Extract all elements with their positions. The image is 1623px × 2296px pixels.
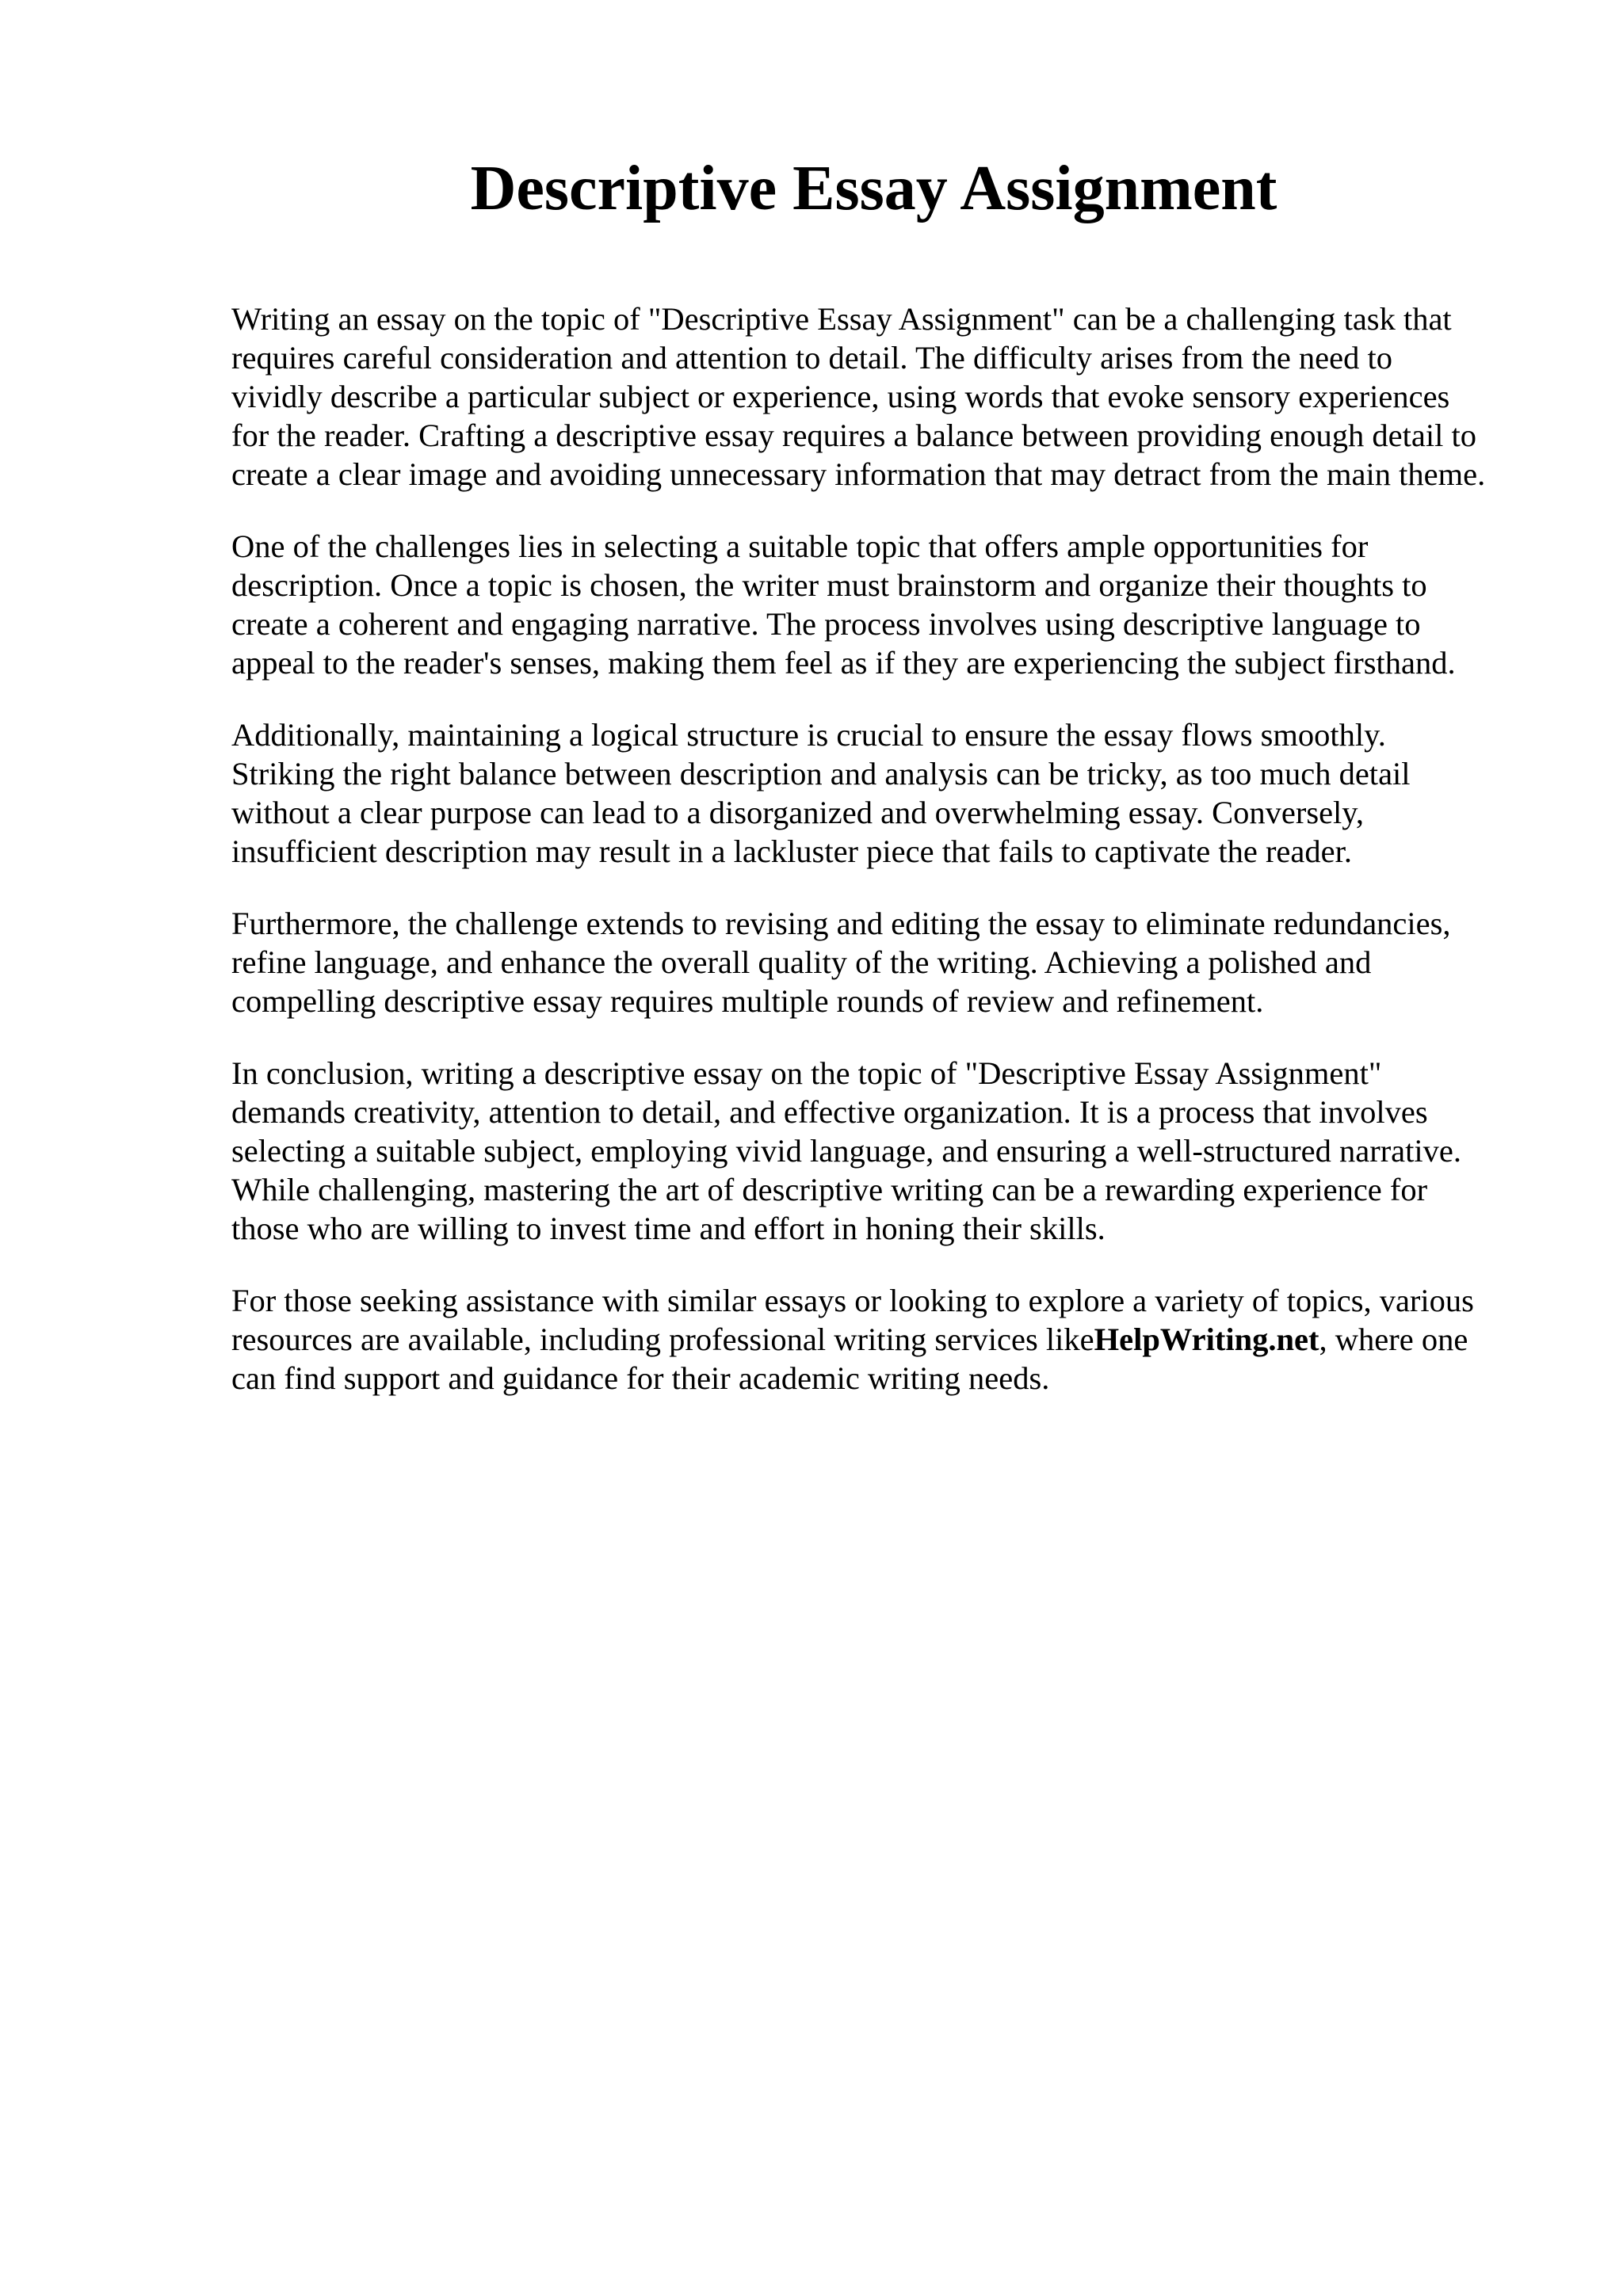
text-line: Striking the right balance between description and analysis can be tricky, as too much detail (231, 756, 1411, 791)
text-line: create a coherent and engaging narrative. The process involves using descriptive language to (231, 606, 1421, 642)
text-line: Writing an essay on the topic of "Descriptive Essay Assignment" can be a challenging task that (231, 301, 1452, 337)
paragraph-2 (231, 527, 1527, 682)
text-line: insufficient description may result in a lackluster piece that fails to captivate the reader. (231, 833, 1352, 869)
text-line: appeal to the reader's senses, making them feel as if they are experiencing the subject firsthand. (231, 645, 1456, 681)
text-line: One of the challenges lies in selecting a suitable topic that offers ample opportunities for (231, 528, 1369, 564)
paragraph-5 (231, 1054, 1527, 1248)
text-line: Additionally, maintaining a logical structure is crucial to ensure the essay flows smoothly. (231, 717, 1386, 753)
text-line: for the reader. Crafting a descriptive essay requires a balance between providing enough detail to (231, 418, 1477, 453)
text-line-with-link (231, 1320, 1527, 1359)
paragraph-3 (231, 715, 1527, 871)
helpwriting-link[interactable]: HelpWriting.net (1094, 1322, 1319, 1357)
text-line: selecting a suitable subject, employing vivid language, and ensuring a well-structured narrative. (231, 1133, 1462, 1169)
text-line: demands creativity, attention to detail, and effective organization. It is a process that involves (231, 1094, 1428, 1130)
text-line: those who are willing to invest time and effort in honing their skills. (231, 1211, 1106, 1246)
text-line: vividly describe a particular subject or experience, using words that evoke sensory experiences (231, 379, 1450, 414)
paragraph-6 (231, 1281, 1527, 1398)
page-title: Descriptive Essay Assignment (470, 154, 1277, 223)
text-line: In conclusion, writing a descriptive essay on the topic of "Descriptive Essay Assignment" (231, 1055, 1382, 1091)
text-line: requires careful consideration and attention to detail. The difficulty arises from the need to (231, 340, 1393, 376)
text-line: For those seeking assistance with similar essays or looking to explore a variety of topics, various (231, 1283, 1474, 1318)
paragraph-4 (231, 904, 1527, 1020)
text-line: Furthermore, the challenge extends to revising and editing the essay to eliminate redundancies, (231, 906, 1451, 941)
inline-text: resources are available, including professional writing services like (231, 1322, 1094, 1357)
text-line: without a clear purpose can lead to a disorganized and overwhelming essay. Conversely, (231, 795, 1365, 830)
text-line: compelling descriptive essay requires multiple rounds of review and refinement. (231, 983, 1264, 1019)
essay-body (231, 299, 1527, 1431)
text-line: description. Once a topic is chosen, the writer must brainstorm and organize their thoughts to (231, 567, 1427, 603)
paragraph-1 (231, 299, 1527, 494)
inline-text: , where one (1319, 1322, 1468, 1357)
text-line: create a clear image and avoiding unnecessary information that may detract from the main theme. (231, 456, 1486, 492)
text-line: While challenging, mastering the art of descriptive writing can be a rewarding experience for (231, 1172, 1428, 1207)
text-line: refine language, and enhance the overall quality of the writing. Achieving a polished and (231, 944, 1372, 980)
text-line: can find support and guidance for their academic writing needs. (231, 1360, 1050, 1396)
